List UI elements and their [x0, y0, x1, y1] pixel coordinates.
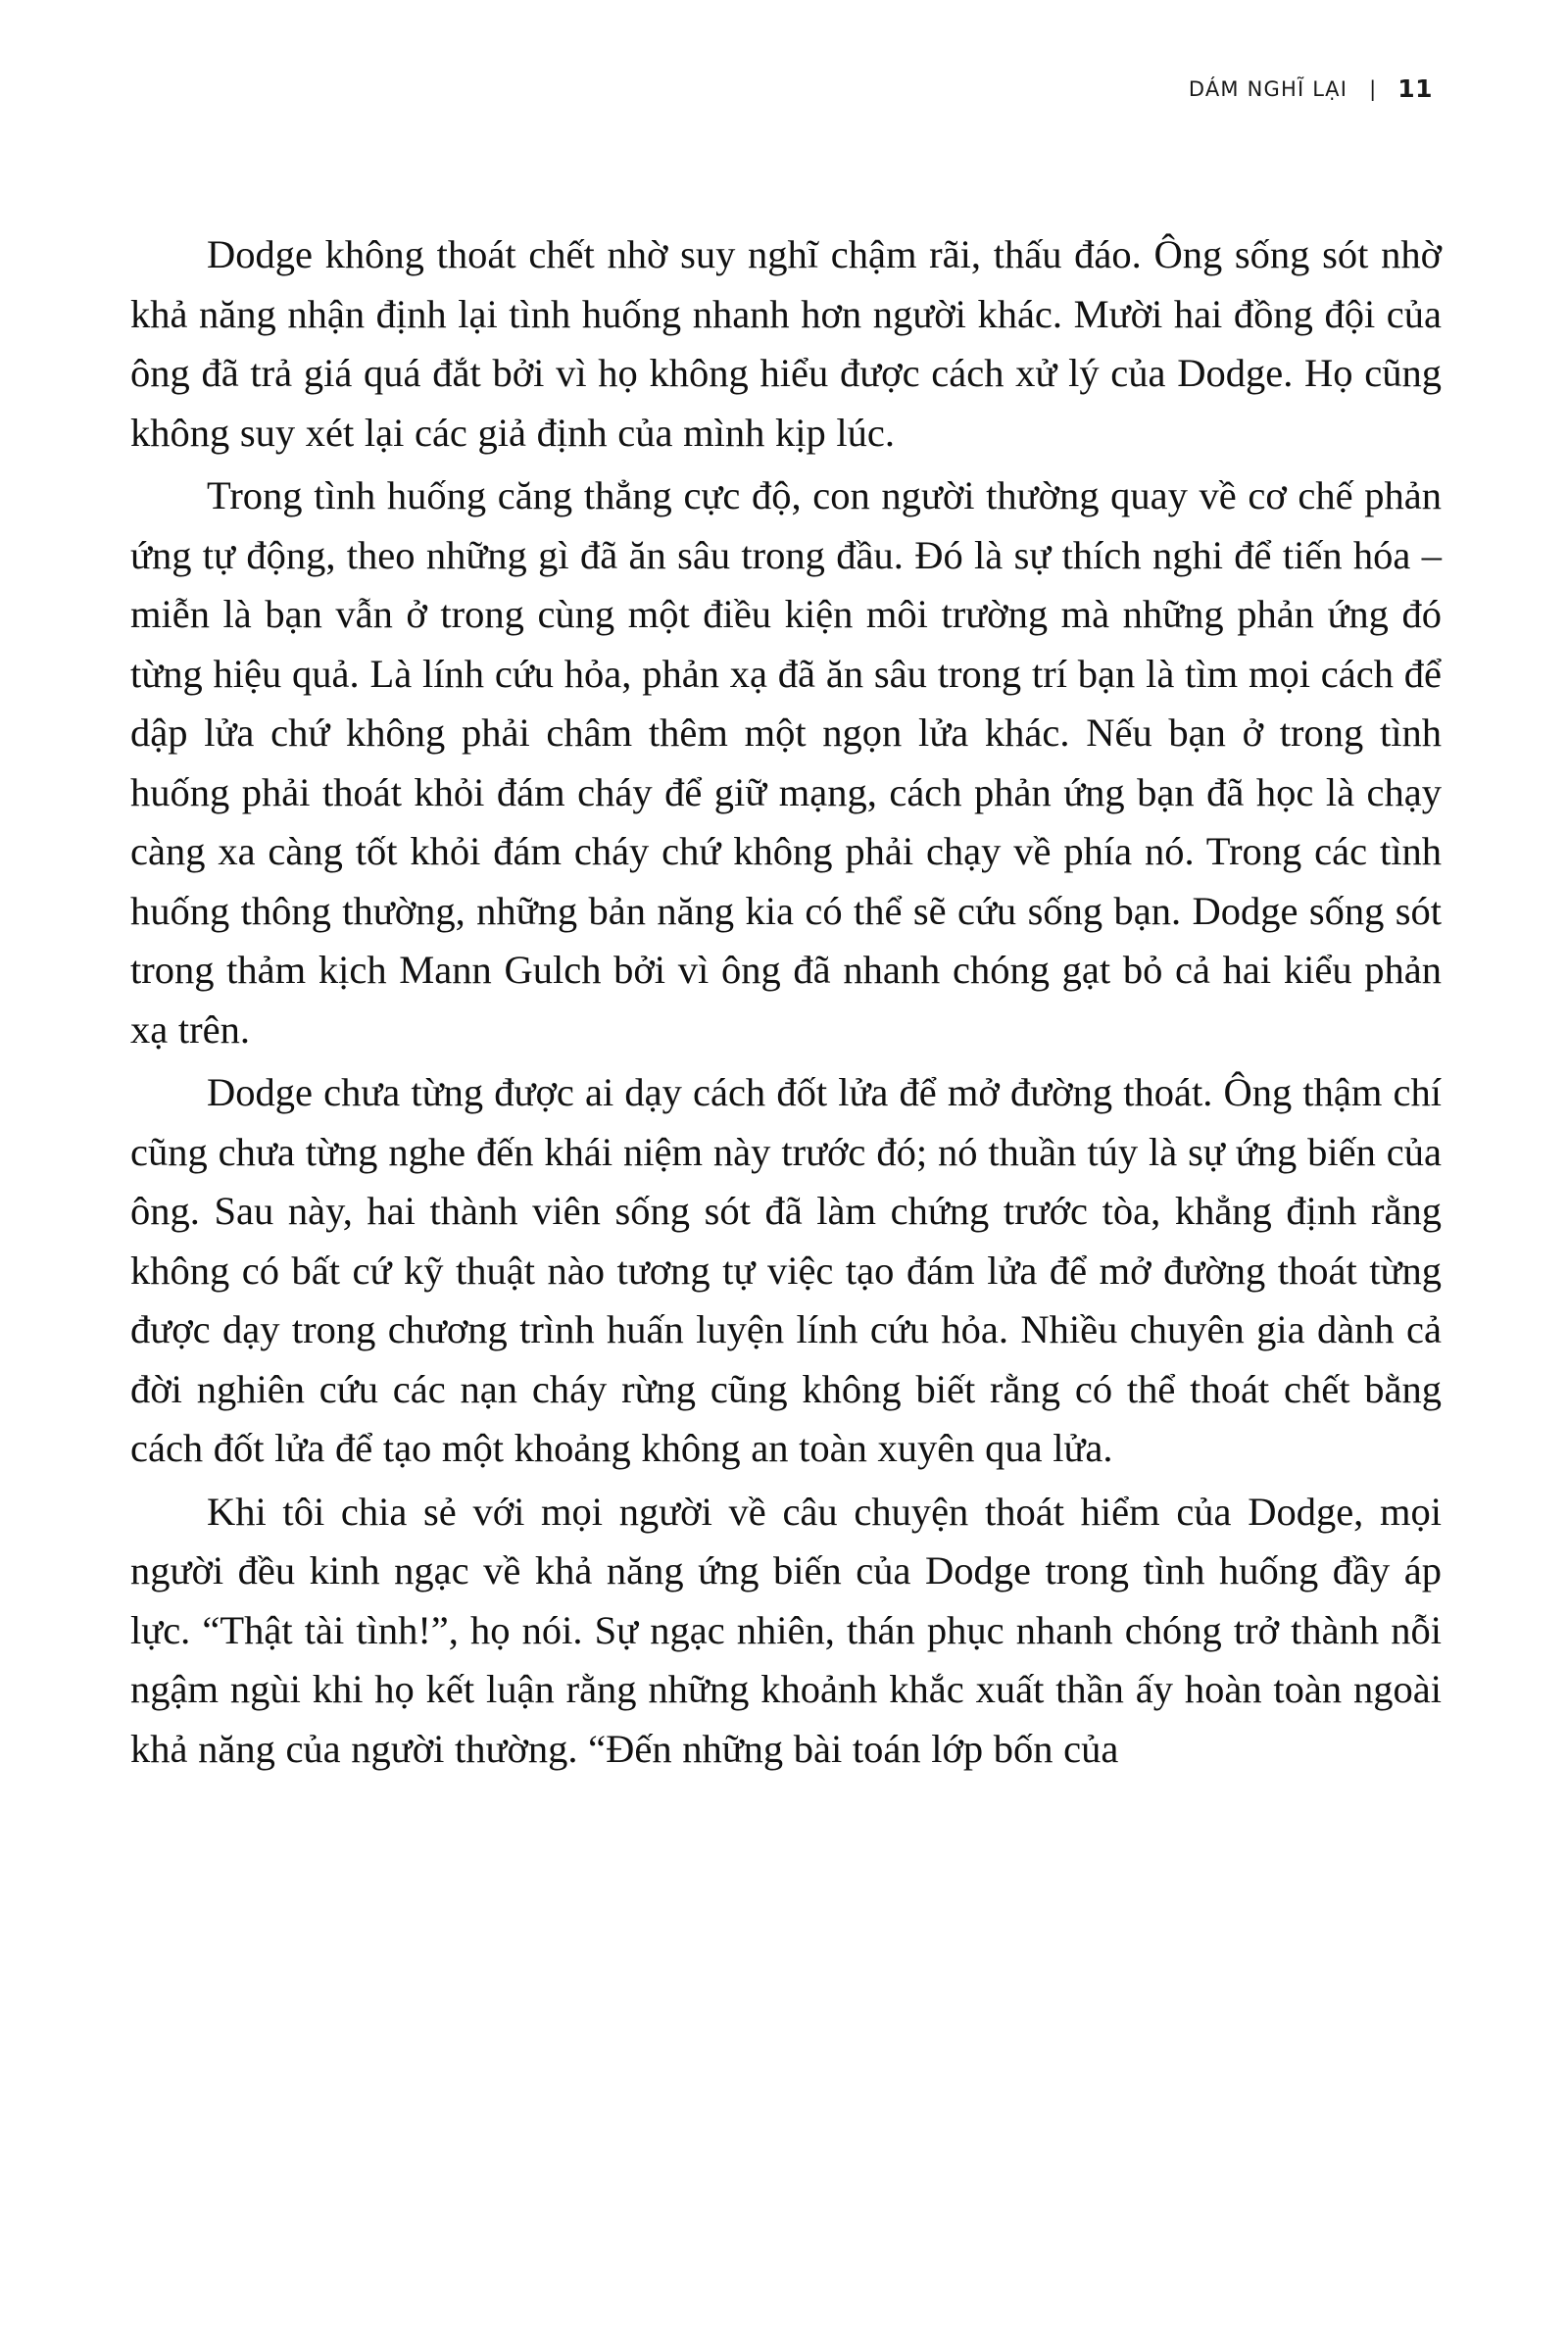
- page-number: 11: [1397, 74, 1433, 103]
- book-title: DÁM NGHĨ LẠI: [1188, 76, 1348, 101]
- paragraph: Dodge không thoát chết nhờ suy nghĩ chậm rãi, thấu đáo. Ông sống sót nhờ khả năng nhận định lại tình huống nhanh hơn người khác. Mười hai đồng đội của ông đã trả giá quá đắt bởi vì họ không hiểu được cách xử lý của Dodge. Họ cũng không suy xét lại các giả định của mình kịp lúc.: [130, 232, 1442, 455]
- body-text: [130, 225, 1442, 1779]
- paragraph: Khi tôi chia sẻ với mọi người về câu chuyện thoát hiểm của Dodge, mọi người đều kinh ngạc về khả năng ứng biến của Dodge trong tình huống đầy áp lực. “Thật tài tình!”, họ nói. Sự ngạc nhiên, thán phục nhanh chóng trở thành nỗi ngậm ngùi khi họ kết luận rằng những khoảnh khắc xuất thần ấy hoàn toàn ngoài khả năng của người thường. “Đến những bài toán lớp bốn của: [130, 1489, 1442, 1771]
- paragraph: Dodge chưa từng được ai dạy cách đốt lửa để mở đường thoát. Ông thậm chí cũng chưa từng nghe đến khái niệm này trước đó; nó thuần túy là sự ứng biến của ông. Sau này, hai thành viên sống sót đã làm chứng trước tòa, khẳng định rằng không có bất cứ kỹ thuật nào tương tự việc tạo đám lửa để mở đường thoát từng được dạy trong chương trình huấn luyện lính cứu hỏa. Nhiều chuyên gia dành cả đời nghiên cứu các nạn cháy rừng cũng không biết rằng có thể thoát chết bằng cách đốt lửa để tạo một khoảng không an toàn xuyên qua lửa.: [130, 1070, 1442, 1470]
- header-separator: |: [1369, 76, 1377, 101]
- paragraph: Trong tình huống căng thẳng cực độ, con người thường quay về cơ chế phản ứng tự động, theo những gì đã ăn sâu trong đầu. Đó là sự thích nghi để tiến hóa – miễn là bạn vẫn ở trong cùng một điều kiện môi trường mà những phản ứng đó từng hiệu quả. Là lính cứu hỏa, phản xạ đã ăn sâu trong trí bạn là tìm mọi cách để dập lửa chứ không phải châm thêm một ngọn lửa khác. Nếu bạn ở trong tình huống phải thoát khỏi đám cháy để giữ mạng, cách phản ứng bạn đã học là chạy càng xa càng tốt khỏi đám cháy chứ không phải chạy về phía nó. Trong các tình huống thông thường, những bản năng kia có thể sẽ cứu sống bạn. Dodge sống sót trong thảm kịch Mann Gulch bởi vì ông đã nhanh chóng gạt bỏ cả hai kiểu phản xạ trên.: [130, 473, 1442, 1052]
- page-header: [1189, 74, 1433, 103]
